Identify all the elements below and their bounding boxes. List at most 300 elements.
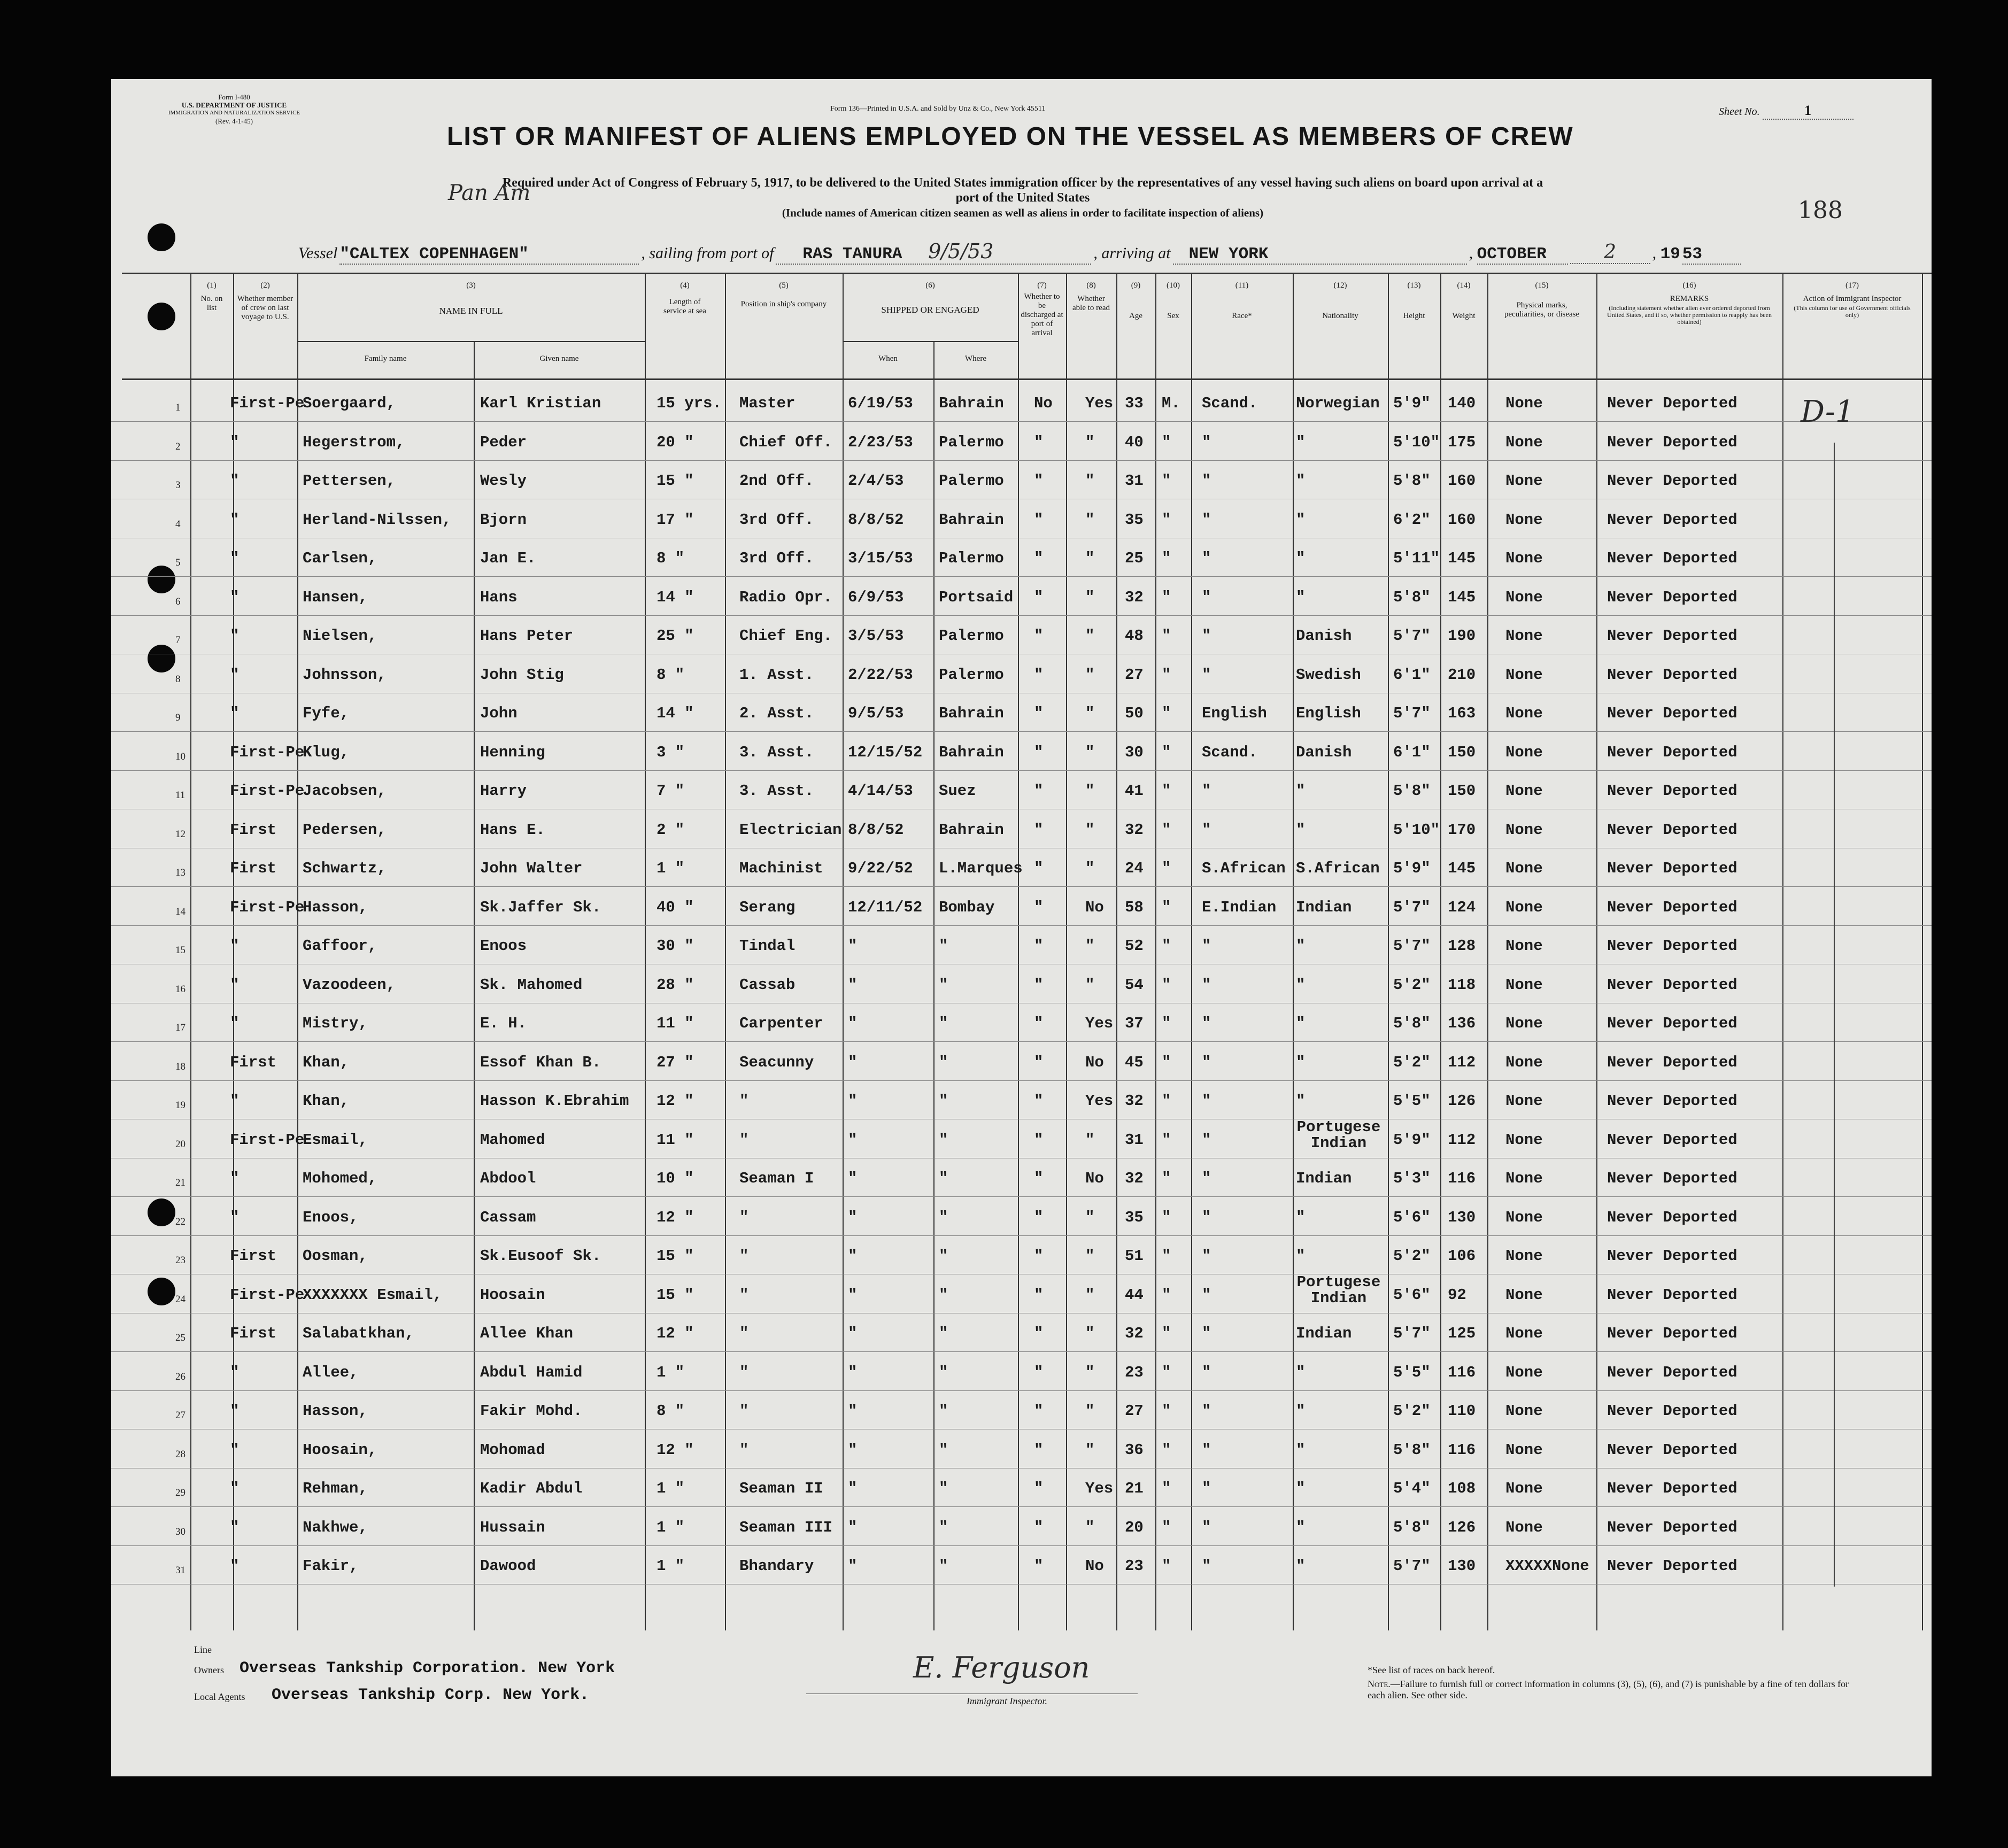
cell-shipped-where: " <box>939 937 948 955</box>
races-note: *See list of races on back hereof. <box>1368 1665 1495 1675</box>
cell-prev-voyage: First-Pe <box>230 898 305 916</box>
cell-given-name: Karl Kristian <box>480 395 601 412</box>
cell-discharged: " <box>1034 1053 1044 1071</box>
cell-service-length: 11 " <box>657 1015 694 1032</box>
cell-discharged: " <box>1034 1170 1044 1187</box>
note-label: Note. <box>1368 1679 1391 1689</box>
cell-sex: " <box>1162 472 1171 490</box>
cell-weight: 150 <box>1448 782 1476 800</box>
cell-race: Scand. <box>1202 743 1258 761</box>
cell-nationality: Swedish <box>1296 666 1361 684</box>
cell-shipped-when: " <box>848 1170 858 1187</box>
note-text: —Failure to furnish full or correct information in columns (3), (5), (6), and (7) is punishable by a fine of ten dollars for each alien. See other side. <box>1368 1679 1849 1700</box>
cell-prev-voyage: " <box>230 937 240 955</box>
cell-height: 5'8" <box>1393 1518 1431 1536</box>
cell-sex: " <box>1162 550 1171 567</box>
cell-position: Seaman I <box>739 1170 814 1187</box>
cell-service-length: 28 " <box>657 976 694 994</box>
cell-position: " <box>739 1208 749 1226</box>
cell-position: Bhandary <box>739 1557 814 1575</box>
cell-family-name: Hansen, <box>303 588 368 606</box>
cell-service-length: 25 " <box>657 627 694 645</box>
cell-age: 45 <box>1125 1053 1144 1071</box>
cell-can-read: " <box>1085 472 1095 490</box>
table-row <box>111 1353 1932 1391</box>
cell-shipped-where: Bahrain <box>939 743 1004 761</box>
cell-nationality: " <box>1296 550 1306 567</box>
cell-given-name: Abdool <box>480 1170 536 1187</box>
arriving-label: , arriving at <box>1093 244 1171 262</box>
cell-nationality: Portugese Indian <box>1296 1118 1381 1152</box>
col-header-8: (8) Whether able to read <box>1072 281 1110 312</box>
cell-row-number: 15 <box>175 945 186 956</box>
cell-position: 2. Asst. <box>739 705 814 722</box>
cell-race: Scand. <box>1202 395 1258 412</box>
table-row <box>111 423 1932 461</box>
cell-discharged: No <box>1034 395 1053 412</box>
cell-can-read: Yes <box>1085 1480 1114 1497</box>
cell-service-length: 15 " <box>657 1247 694 1265</box>
cell-discharged: " <box>1034 1557 1044 1575</box>
inspector-action-mark: D-1 <box>1801 395 1855 429</box>
cell-prev-voyage: " <box>230 666 240 684</box>
cell-race: " <box>1202 1053 1211 1071</box>
table-row <box>111 849 1932 887</box>
cell-discharged: " <box>1034 1441 1044 1459</box>
cell-weight: 128 <box>1448 937 1476 955</box>
cell-given-name: John Stig <box>480 666 564 684</box>
cell-shipped-when: " <box>848 1092 858 1110</box>
cell-weight: 163 <box>1448 705 1476 722</box>
cell-height: 5'7" <box>1393 627 1431 645</box>
cell-weight: 140 <box>1448 395 1476 412</box>
cell-remarks: Never Deported <box>1607 1402 1737 1420</box>
cell-age: 51 <box>1125 1247 1144 1265</box>
cell-prev-voyage: " <box>230 705 240 722</box>
cell-prev-voyage: " <box>230 550 240 567</box>
cell-shipped-where: " <box>939 1247 948 1265</box>
cell-race: " <box>1202 1208 1211 1226</box>
printer-line: Form 136—Printed in U.S.A. and Sold by Unz & Co., New York 45511 <box>830 105 1046 113</box>
cell-prev-voyage: First <box>230 1247 277 1265</box>
cell-height: 5'8" <box>1393 588 1431 606</box>
cell-shipped-where: L.Marques <box>939 860 1023 877</box>
cell-physical-marks: None <box>1505 1170 1543 1187</box>
cell-prev-voyage: " <box>230 1480 240 1497</box>
cell-height: 5'8" <box>1393 472 1431 490</box>
cell-remarks: Never Deported <box>1607 1286 1737 1304</box>
cell-service-length: 2 " <box>657 821 685 839</box>
cell-shipped-where: Palermo <box>939 627 1004 645</box>
cell-nationality: Norwegian <box>1296 395 1380 412</box>
col-header-6-when: When <box>878 354 898 363</box>
table-row <box>111 655 1932 693</box>
col-header-7: (7) Whether to be discharged at port of arrival <box>1021 281 1063 337</box>
cell-can-read: " <box>1085 743 1095 761</box>
cell-family-name: Gaffoor, <box>303 937 377 955</box>
cell-shipped-where: Bahrain <box>939 395 1004 412</box>
arrival-day: 2 <box>1570 241 1650 264</box>
cell-row-number: 2 <box>175 440 181 452</box>
cell-family-name: Mohomed, <box>303 1170 377 1187</box>
table-row <box>111 1120 1932 1158</box>
col-header-6: (6) SHIPPED OR ENGAGED <box>881 281 979 315</box>
cell-sex: " <box>1162 1131 1171 1149</box>
cell-remarks: Never Deported <box>1607 1208 1737 1226</box>
cell-shipped-when: 12/11/52 <box>848 898 923 916</box>
cell-prev-voyage: " <box>230 627 240 645</box>
cell-height: 5'8" <box>1393 782 1431 800</box>
cell-service-length: 17 " <box>657 511 694 529</box>
cell-shipped-when: 2/4/53 <box>848 472 904 490</box>
cell-service-length: 7 " <box>657 782 685 800</box>
cell-discharged: " <box>1034 1518 1044 1536</box>
cell-remarks: Never Deported <box>1607 1247 1737 1265</box>
cell-prev-voyage: " <box>230 433 240 451</box>
cell-discharged: " <box>1034 1402 1044 1420</box>
cell-age: 32 <box>1125 1092 1144 1110</box>
cell-shipped-when: " <box>848 937 858 955</box>
cell-position: Seaman III <box>739 1518 833 1536</box>
cell-physical-marks: None <box>1505 1286 1543 1304</box>
cell-position: 2nd Off. <box>739 472 814 490</box>
col-header-17: (17) Action of Immigrant Inspector (This column for use of Government officials only) <box>1794 281 1911 319</box>
cell-height: 5'7" <box>1393 705 1431 722</box>
cell-can-read: " <box>1085 821 1095 839</box>
cell-prev-voyage: First-Pe <box>230 1286 305 1304</box>
cell-race: E.Indian <box>1202 898 1277 916</box>
table-row <box>111 1431 1932 1468</box>
cell-nationality: " <box>1296 1557 1306 1575</box>
cell-weight: 92 <box>1448 1286 1466 1304</box>
cell-race: " <box>1202 976 1211 994</box>
table-row <box>111 1391 1932 1429</box>
cell-position: " <box>739 1441 749 1459</box>
cell-row-number: 27 <box>175 1410 186 1421</box>
cell-age: 33 <box>1125 395 1144 412</box>
cell-age: 31 <box>1125 472 1144 490</box>
cell-service-length: 15 yrs. <box>657 395 722 412</box>
cell-remarks: Never Deported <box>1607 1363 1737 1381</box>
col-header-3-family: Family name <box>364 354 407 363</box>
cell-position: Cassab <box>739 976 796 994</box>
cell-prev-voyage: " <box>230 1557 240 1575</box>
cell-prev-voyage: First <box>230 1325 277 1342</box>
cell-age: 35 <box>1125 511 1144 529</box>
cell-nationality: " <box>1296 511 1306 529</box>
cell-can-read: Yes <box>1085 395 1114 412</box>
inspector-action-line <box>1834 443 1835 1587</box>
cell-nationality: Indian <box>1296 898 1352 916</box>
cell-prev-voyage: First-Pe <box>230 395 305 412</box>
cell-discharged: " <box>1034 1131 1044 1149</box>
cell-shipped-when: 2/23/53 <box>848 433 913 451</box>
table-row <box>111 616 1932 654</box>
cell-shipped-when: 9/22/52 <box>848 860 913 877</box>
cell-family-name: Esmail, <box>303 1131 368 1149</box>
cell-given-name: John Walter <box>480 860 583 877</box>
cell-nationality: " <box>1296 1441 1306 1459</box>
cell-age: 32 <box>1125 821 1144 839</box>
cell-row-number: 6 <box>175 596 181 607</box>
cell-race: " <box>1202 1131 1211 1149</box>
cell-physical-marks: None <box>1505 1325 1543 1342</box>
subtitle-line2: port of the United States <box>955 191 1090 205</box>
cell-weight: 170 <box>1448 821 1476 839</box>
cell-row-number: 24 <box>175 1293 186 1305</box>
col-header-16: (16) REMARKS (Including statement whether alien ever ordered deported from United States, and if so, whether permission to reapply has been obtained) <box>1607 281 1772 326</box>
cell-nationality: " <box>1296 821 1306 839</box>
cell-shipped-where: Bombay <box>939 898 995 916</box>
cell-discharged: " <box>1034 860 1044 877</box>
cell-shipped-where: Bahrain <box>939 821 1004 839</box>
voyage-line: Vessel "CALTEX COPENHAGEN" , sailing from port of RAS TANURA 9/5/53 , arriving at NEW YORK , OCTOBER 2 , 19 53 <box>298 239 1875 266</box>
cell-age: 31 <box>1125 1131 1144 1149</box>
cell-row-number: 19 <box>175 1100 186 1111</box>
vessel-label: Vessel <box>298 244 338 262</box>
cell-family-name: Salabatkhan, <box>303 1325 414 1342</box>
cell-race: English <box>1202 705 1267 722</box>
arriving-port: NEW YORK <box>1173 245 1467 265</box>
cell-shipped-when: 6/9/53 <box>848 588 904 606</box>
cell-can-read: " <box>1085 1363 1095 1381</box>
cell-given-name: Sk.Eusoof Sk. <box>480 1247 601 1265</box>
cell-service-length: 14 " <box>657 588 694 606</box>
cell-sex: " <box>1162 1518 1171 1536</box>
cell-age: 50 <box>1125 705 1144 722</box>
cell-age: 32 <box>1125 588 1144 606</box>
cell-nationality: " <box>1296 1015 1306 1032</box>
cell-age: 48 <box>1125 627 1144 645</box>
cell-can-read: Yes <box>1085 1015 1114 1032</box>
cell-position: Master <box>739 395 796 412</box>
cell-race: " <box>1202 1363 1211 1381</box>
cell-age: 40 <box>1125 433 1144 451</box>
table-row <box>111 578 1932 616</box>
cell-remarks: Never Deported <box>1607 937 1737 955</box>
cell-height: 5'11" <box>1393 550 1440 567</box>
cell-shipped-when: 9/5/53 <box>848 705 904 722</box>
cell-remarks: Never Deported <box>1607 1325 1737 1342</box>
cell-can-read: " <box>1085 1247 1095 1265</box>
cell-physical-marks: None <box>1505 976 1543 994</box>
cell-shipped-where: " <box>939 1092 948 1110</box>
cell-remarks: Never Deported <box>1607 1015 1737 1032</box>
cell-shipped-where: Suez <box>939 782 976 800</box>
cell-shipped-when: " <box>848 1053 858 1071</box>
cell-family-name: Hasson, <box>303 898 368 916</box>
cell-row-number: 31 <box>175 1565 186 1576</box>
table-row <box>111 1043 1932 1081</box>
cell-given-name: Fakir Mohd. <box>480 1402 583 1420</box>
table-row <box>111 965 1932 1003</box>
cell-shipped-when: " <box>848 1441 858 1459</box>
cell-sex: M. <box>1162 395 1180 412</box>
revision: (Rev. 4-1-45) <box>215 117 253 125</box>
cell-given-name: Allee Khan <box>480 1325 574 1342</box>
fine-note <box>1368 1679 1859 1701</box>
cell-race: " <box>1202 937 1211 955</box>
arrival-year: 53 <box>1682 245 1741 265</box>
cell-weight: 150 <box>1448 743 1476 761</box>
cell-nationality: " <box>1296 1480 1306 1497</box>
col-header-4: (4) Length of service at sea <box>663 281 706 315</box>
cell-service-length: 3 " <box>657 743 685 761</box>
cell-family-name: XXXXXXX Esmail, <box>303 1286 443 1304</box>
table-row <box>111 1004 1932 1042</box>
cell-shipped-when: 8/8/52 <box>848 821 904 839</box>
cell-can-read: " <box>1085 937 1095 955</box>
owners-value: Overseas Tankship Corporation. New York <box>240 1659 615 1677</box>
cell-age: 30 <box>1125 743 1144 761</box>
cell-height: 5'3" <box>1393 1170 1431 1187</box>
table-row <box>111 1198 1932 1236</box>
cell-discharged: " <box>1034 588 1044 606</box>
cell-height: 5'2" <box>1393 1247 1431 1265</box>
cell-family-name: Jacobsen, <box>303 782 387 800</box>
cell-can-read: " <box>1085 627 1095 645</box>
cell-row-number: 21 <box>175 1177 186 1188</box>
cell-race: " <box>1202 1441 1211 1459</box>
cell-row-number: 29 <box>175 1487 186 1498</box>
sailing-date: 9/5/53 <box>928 239 994 263</box>
cell-row-number: 12 <box>175 828 186 840</box>
cell-shipped-when: " <box>848 1208 858 1226</box>
cell-age: 32 <box>1125 1325 1144 1342</box>
subtitle-line3: (Include names of American citizen seamen as well as aliens in order to facilitate inspection of aliens) <box>782 206 1264 219</box>
cell-remarks: Never Deported <box>1607 743 1737 761</box>
cell-race: " <box>1202 666 1211 684</box>
cell-sex: " <box>1162 898 1171 916</box>
cell-discharged: " <box>1034 472 1044 490</box>
arrival-year-prefix: 19 <box>1660 245 1680 264</box>
cell-position: 3. Asst. <box>739 743 814 761</box>
cell-shipped-where: " <box>939 1015 948 1032</box>
cell-family-name: Hasson, <box>303 1402 368 1420</box>
cell-physical-marks: None <box>1505 511 1543 529</box>
header-bottom-rule <box>122 378 1932 380</box>
col-header-1: (1) No. on list <box>200 281 223 312</box>
cell-weight: 112 <box>1448 1053 1476 1071</box>
table-row <box>111 926 1932 964</box>
cell-physical-marks: None <box>1505 433 1543 451</box>
cell-physical-marks: None <box>1505 1518 1543 1536</box>
cell-family-name: Hoosain, <box>303 1441 377 1459</box>
cell-shipped-when: " <box>848 1131 858 1149</box>
cell-can-read: " <box>1085 1208 1095 1226</box>
cell-remarks: Never Deported <box>1607 627 1737 645</box>
cell-sex: " <box>1162 743 1171 761</box>
cell-race: " <box>1202 550 1211 567</box>
cell-discharged: " <box>1034 1092 1044 1110</box>
cell-weight: 116 <box>1448 1363 1476 1381</box>
cell-position: " <box>739 1092 749 1110</box>
cell-position: Seaman II <box>739 1480 823 1497</box>
cell-race: " <box>1202 782 1211 800</box>
cell-physical-marks: None <box>1505 550 1543 567</box>
cell-service-length: 11 " <box>657 1131 694 1149</box>
cell-race: " <box>1202 1325 1211 1342</box>
cell-prev-voyage: " <box>230 1402 240 1420</box>
cell-race: " <box>1202 588 1211 606</box>
cell-discharged: " <box>1034 550 1044 567</box>
cell-height: 5'8" <box>1393 1015 1431 1032</box>
cell-weight: 160 <box>1448 511 1476 529</box>
cell-height: 5'2" <box>1393 1053 1431 1071</box>
cell-row-number: 14 <box>175 906 186 917</box>
cell-physical-marks: None <box>1505 395 1543 412</box>
cell-family-name: Allee, <box>303 1363 359 1381</box>
cell-height: 5'8" <box>1393 1441 1431 1459</box>
cell-prev-voyage: " <box>230 976 240 994</box>
cell-shipped-when: " <box>848 1402 858 1420</box>
cell-family-name: Schwartz, <box>303 860 387 877</box>
cell-can-read: Yes <box>1085 1092 1114 1110</box>
cell-race: " <box>1202 1092 1211 1110</box>
sheet-label: Sheet No. <box>1719 106 1760 118</box>
cell-race: " <box>1202 1402 1211 1420</box>
cell-nationality: Danish <box>1296 743 1352 761</box>
cell-position: 3. Asst. <box>739 782 814 800</box>
cell-height: 5'7" <box>1393 937 1431 955</box>
cell-age: 37 <box>1125 1015 1144 1032</box>
cell-weight: 106 <box>1448 1247 1476 1265</box>
cell-shipped-where: " <box>939 976 948 994</box>
cell-row-number: 17 <box>175 1022 186 1033</box>
col-header-13: (13) Height <box>1403 281 1425 320</box>
cell-discharged: " <box>1034 1363 1044 1381</box>
cell-discharged: " <box>1034 1247 1044 1265</box>
cell-remarks: Never Deported <box>1607 1557 1737 1575</box>
cell-age: 23 <box>1125 1557 1144 1575</box>
cell-age: 54 <box>1125 976 1144 994</box>
cell-sex: " <box>1162 1363 1171 1381</box>
agents-label: Local Agents <box>194 1691 245 1702</box>
cell-physical-marks: None <box>1505 588 1543 606</box>
cell-position: " <box>739 1286 749 1304</box>
cell-service-length: 10 " <box>657 1170 694 1187</box>
cell-height: 5'9" <box>1393 860 1431 877</box>
cell-nationality: " <box>1296 1247 1306 1265</box>
cell-age: 21 <box>1125 1480 1144 1497</box>
cell-weight: 124 <box>1448 898 1476 916</box>
cell-height: 5'6" <box>1393 1208 1431 1226</box>
cell-shipped-when: 3/5/53 <box>848 627 904 645</box>
cell-discharged: " <box>1034 627 1044 645</box>
cell-prev-voyage: First-Pe <box>230 1131 305 1149</box>
cell-shipped-when: " <box>848 1518 858 1536</box>
sheet-value: 1 <box>1763 103 1853 120</box>
cell-row-number: 13 <box>175 867 186 878</box>
cell-position: 1. Asst. <box>739 666 814 684</box>
cell-position: Seacunny <box>739 1053 814 1071</box>
cell-weight: 190 <box>1448 627 1476 645</box>
cell-remarks: Never Deported <box>1607 395 1737 412</box>
cell-height: 5'2" <box>1393 1402 1431 1420</box>
table-row <box>111 384 1932 422</box>
cell-service-length: 1 " <box>657 1480 685 1497</box>
cell-weight: 175 <box>1448 433 1476 451</box>
table-row <box>111 500 1932 538</box>
cell-can-read: No <box>1085 1170 1104 1187</box>
cell-race: " <box>1202 1247 1211 1265</box>
cell-row-number: 28 <box>175 1448 186 1460</box>
cell-prev-voyage: First-Pe <box>230 743 305 761</box>
page-number: 188 <box>1798 197 1843 224</box>
cell-given-name: Hans E. <box>480 821 545 839</box>
arrival-month: OCTOBER <box>1477 245 1568 265</box>
cell-height: 5'7" <box>1393 1325 1431 1342</box>
